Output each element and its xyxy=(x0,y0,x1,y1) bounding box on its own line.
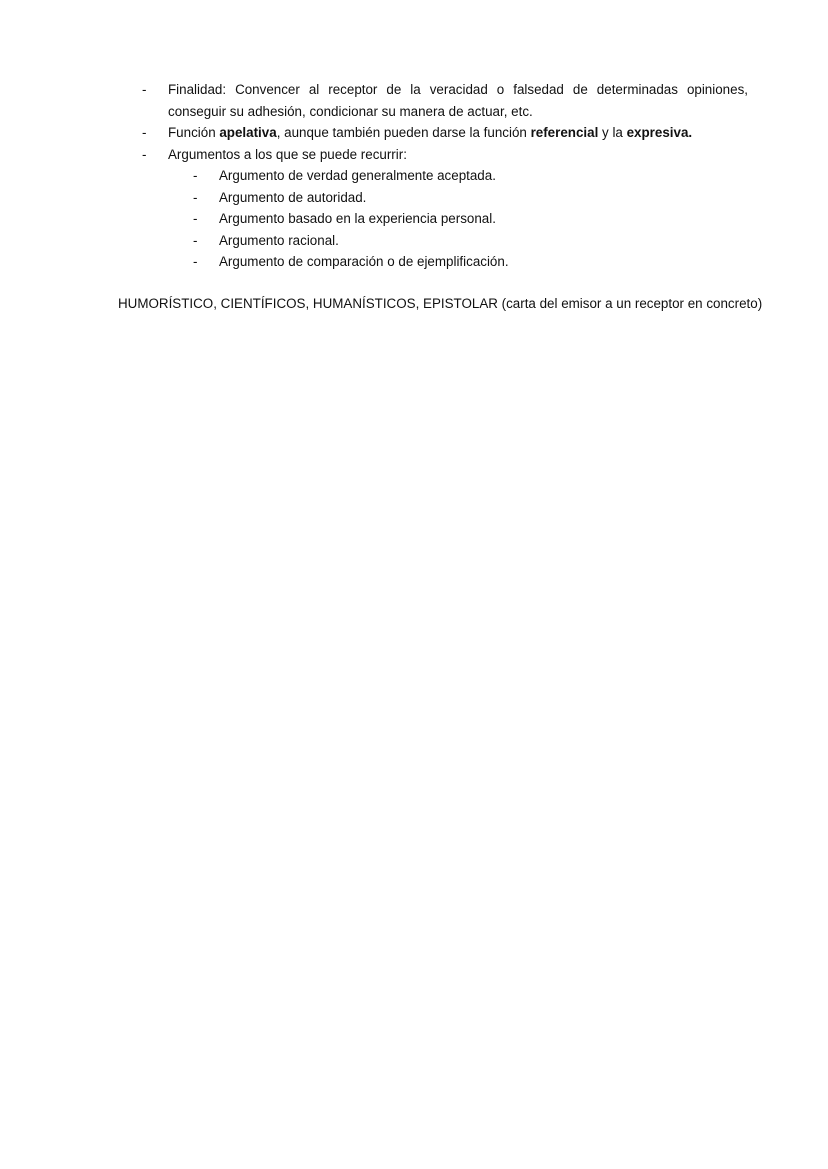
text-types-line: HUMORÍSTICO, CIENTÍFICOS, HUMANÍSTICOS, EPISTOLAR (carta del emisor a un receptor en concreto) xyxy=(118,296,763,311)
sub-list-item-text: Argumento basado en la experiencia personal. xyxy=(219,211,496,226)
list-item-argumentos xyxy=(142,144,748,273)
list-item-text: Argumentos a los que se puede recurrir: xyxy=(168,146,407,162)
bullet-list-section xyxy=(142,79,748,273)
sub-list-item-text: Argumento de comparación o de ejemplificación. xyxy=(219,254,509,269)
dash-bullet: - xyxy=(142,146,147,162)
sub-list-item-text: Argumento racional. xyxy=(219,232,339,248)
bold-referencial: referencial xyxy=(530,125,599,140)
list-item-funcion xyxy=(142,122,748,144)
list-item-text xyxy=(168,122,748,144)
bullet-list xyxy=(142,79,748,273)
dash-bullet: - xyxy=(193,232,198,248)
list-item-finalidad xyxy=(142,79,748,122)
funcion-connector: y la xyxy=(598,125,627,140)
dash-bullet: - xyxy=(193,254,198,269)
dash-bullet: - xyxy=(142,125,147,140)
sub-list-item xyxy=(193,251,748,273)
bold-expresiva: expresiva. xyxy=(626,125,693,140)
dash-bullet: - xyxy=(193,189,198,205)
funcion-prefix: Función xyxy=(168,125,220,140)
sub-bullet-list xyxy=(193,165,748,273)
dash-bullet: - xyxy=(193,211,198,226)
sub-list-item xyxy=(193,187,748,209)
dash-bullet: - xyxy=(193,168,198,183)
sub-list-item-text: Argumento de verdad generalmente aceptada. xyxy=(219,168,496,183)
bold-apelativa: apelativa xyxy=(219,125,277,140)
list-item-text: Finalidad: Convencer al receptor de la veracidad o falsedad de determinadas opiniones, conseguir su adhesión, condicionar su manera de actuar, etc. xyxy=(168,82,748,119)
dash-bullet: - xyxy=(142,82,147,97)
funcion-middle: , aunque también pueden darse la función xyxy=(276,125,531,140)
sub-list-item xyxy=(193,230,748,252)
sub-list-item-text: Argumento de autoridad. xyxy=(219,189,367,205)
sub-list-item xyxy=(193,165,748,187)
sub-list-item xyxy=(193,208,748,230)
